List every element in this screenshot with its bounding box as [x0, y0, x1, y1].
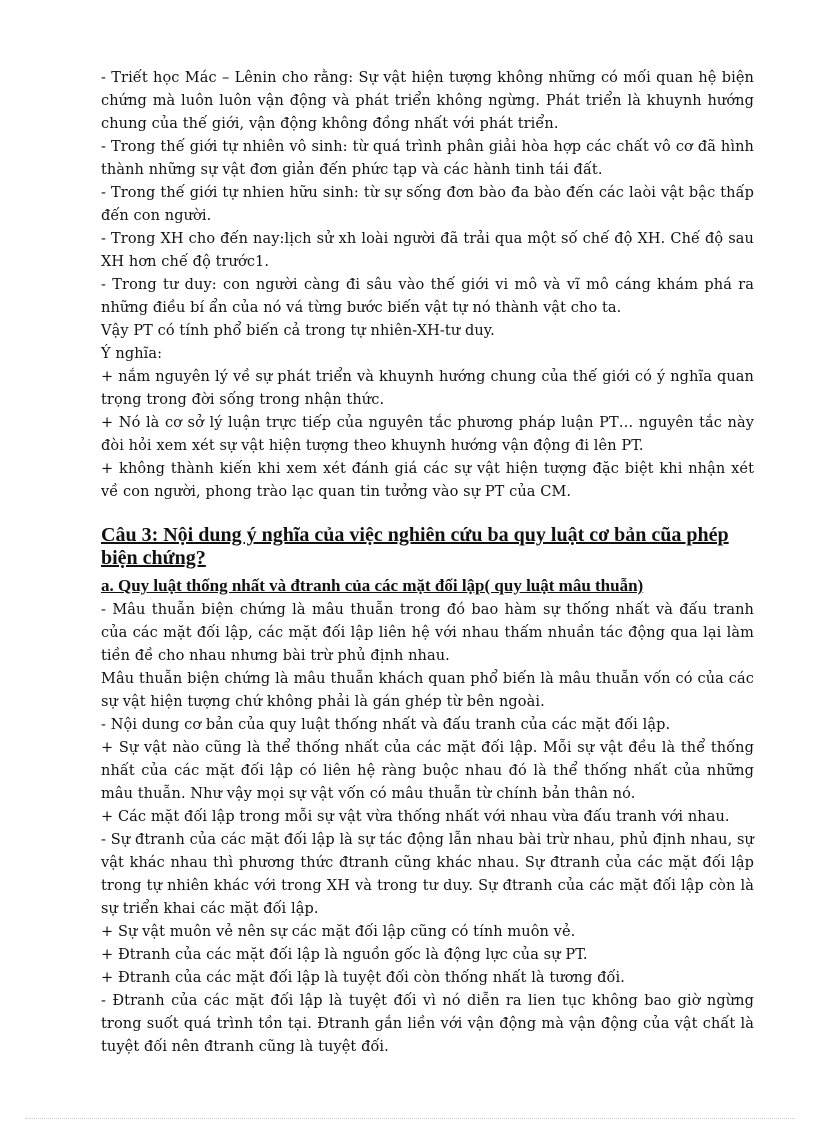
paragraph: + Các mặt đối lập trong mỗi sự vật vừa thống nhất với nhau vừa đấu tranh với nhau. — [101, 809, 730, 825]
section-subheading: a. Quy luật thống nhất và đtranh của các mặt đối lập( quy luật mâu thuẫn) — [101, 576, 644, 595]
paragraph: - Trong XH cho đến nay:lịch sử xh loài người đã trải qua một số chế độ XH. Chế độ sau XH hơn chế độ trước1. — [101, 231, 754, 270]
paragraph: + không thành kiến khi xem xét đánh giá các sự vật hiện tượng đặc biệt khi nhận xét về con người, phong trào lạc quan tin tưởng vào sự PT của CM. — [101, 461, 754, 500]
body-section-bottom — [101, 599, 754, 1059]
paragraph: + nắm nguyên lý về sự phát triển và khuynh hướng chung của thế giới có ý nghĩa quan trọng trong đời sống trong nhận thức. — [101, 369, 754, 408]
question-heading: Câu 3: Nội dung ý nghĩa của việc nghiên cứu ba quy luật cơ bản cũa phép biện chứng? — [101, 524, 729, 569]
paragraph: + Đtranh của các mặt đối lập là tuyệt đối còn thống nhất là tương đối. — [101, 970, 625, 986]
paragraph: Mâu thuẫn biện chứng là mâu thuẫn khách quan phổ biến là mâu thuẫn vốn có của các sự vật hiện tượng chứ không phải là gán ghép từ bên ngoài. — [101, 671, 754, 710]
paragraph: - Nội dung cơ bản của quy luật thống nhất và đấu tranh của các mặt đối lập. — [101, 717, 671, 733]
paragraph: - Trong thế giới tự nhien hữu sinh: từ sự sống đơn bào đa bào đến các laòi vật bậc thấp đến con người. — [101, 185, 754, 224]
paragraph: - Mâu thuẫn biện chứng là mâu thuẫn trong đó bao hàm sự thống nhất và đấu tranh của các mặt đối lập, các mặt đối lập liên hệ với nhau thấm nhuần tác động qua lại làm tiền đề cho nhau nhưng bài trừ phủ định nhau. — [101, 602, 754, 664]
paragraph: + Sự vật muôn vẻ nên sự các mặt đối lập cũng có tính muôn vẻ. — [101, 924, 576, 940]
body-section-top — [101, 67, 754, 504]
paragraph: Vậy PT có tính phổ biến cả trong tự nhiên-XH-tư duy. — [101, 323, 495, 339]
paragraph: + Đtranh của các mặt đối lập là nguồn gốc là động lực của sự PT. — [101, 947, 588, 963]
paragraph: + Nó là cơ sở lý luận trực tiếp của nguyên tắc phương pháp luận PT… nguyên tắc này đòi hỏi xem xét sự vật hiện tượng theo khuynh hướng vận động đi lên PT. — [101, 415, 754, 454]
paragraph: - Trong tư duy: con người càng đi sâu vào thế giới vi mô và vĩ mô cáng khám phá ra những điều bí ẩn của nó vá từng bước biến vật tự nó thành vật cho ta. — [101, 277, 754, 316]
paragraph: + Sự vật nào cũng là thể thống nhất của các mặt đối lập. Mỗi sự vật đều là thể thống nhất của các mặt đối lập có liên hệ ràng buộc nhau đó là thể thống nhất của những mâu thuẫn. Như vậy mọi sự vật vốn có mâu thuẫn từ chính bản thân nó. — [101, 740, 754, 802]
paragraph: Ý nghĩa: — [101, 346, 163, 362]
page-bottom-divider — [25, 1118, 795, 1119]
paragraph: - Triết học Mác – Lênin cho rằng: Sự vật hiện tượng không những có mối quan hệ biện chứng mà luôn luôn vận động và phát triển không ngừng. Phát triển là khuynh hướng chung của thế giới, vận động không đồng nhất với phát triển. — [101, 70, 754, 132]
paragraph: - Đtranh của các mặt đối lập là tuyệt đối vì nó diễn ra lien tục không bao giờ ngừng trong suốt quá trình tồn tại. Đtranh gắn liền với vận động mà vận động của vật chất là tuyệt đối nên đtranh cũng là tuyệt đối. — [101, 993, 754, 1055]
paragraph: - Trong thế giới tự nhiên vô sinh: từ quá trình phân giải hòa hợp các chất vô cơ đã hình thành những sự vật đơn giản đến phức tạp và các hành tinh tái đất. — [101, 139, 754, 178]
paragraph: - Sự đtranh của các mặt đối lập là sự tác động lẫn nhau bài trừ nhau, phủ định nhau, sự vật khác nhau thì phương thức đtranh cũng khác nhau. Sự đtranh của các mặt đối lập trong tự nhiên khác với trong XH và trong tư duy. Sự đtranh của các mặt đối lập còn là sự triển khai các mặt đối lập. — [101, 832, 754, 917]
